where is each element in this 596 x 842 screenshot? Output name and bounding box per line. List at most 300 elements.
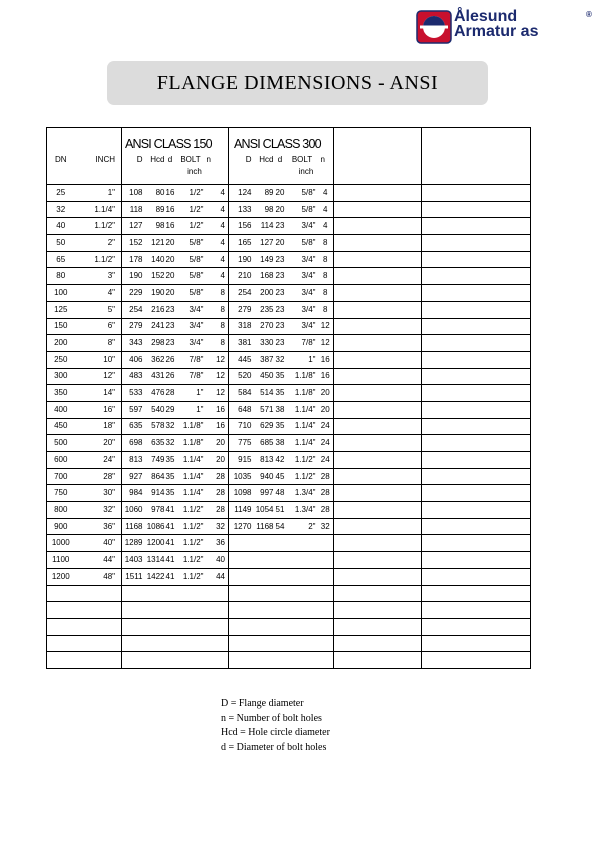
table-cell: 152 [122, 235, 145, 252]
table-cell: 5/8" [176, 268, 206, 285]
table-cell: 44" [75, 552, 122, 569]
table-cell-empty [334, 568, 422, 585]
class150-heading: ANSI CLASS 150 [122, 128, 229, 155]
table-cell: 1422 [145, 568, 165, 585]
table-cell [229, 585, 254, 602]
table-cell-empty [334, 585, 422, 602]
table-cell: 10" [75, 351, 122, 368]
table-row [47, 618, 531, 635]
table-cell: 30" [75, 485, 122, 502]
table-cell: 300 [47, 368, 75, 385]
legend [221, 697, 330, 755]
table-cell: 1.1/2" [176, 568, 206, 585]
table-cell: 16 [206, 401, 229, 418]
table-cell: 38 [274, 435, 287, 452]
table-cell: 16 [165, 201, 176, 218]
table-cell [229, 568, 254, 585]
table-cell: 25 [47, 185, 75, 202]
table-cell: 514 [254, 385, 274, 402]
table-cell: 216 [145, 301, 165, 318]
table-row [47, 485, 531, 502]
table-cell: 35 [274, 418, 287, 435]
table-cell: 28 [206, 502, 229, 519]
table-cell: 749 [145, 452, 165, 469]
table-cell [145, 635, 165, 652]
table-cell: 4 [318, 201, 334, 218]
table-cell: 1314 [145, 552, 165, 569]
table-cell: 16 [165, 185, 176, 202]
table-cell: 1.1/4" [287, 401, 318, 418]
bolt-label: BOLT [180, 155, 201, 164]
table-cell [165, 618, 176, 635]
table-cell: 1270 [229, 518, 254, 535]
table-cell [318, 652, 334, 669]
table-cell: 40 [47, 218, 75, 235]
table-cell: 8 [318, 268, 334, 285]
table-cell-empty [422, 285, 531, 302]
table-cell: 629 [254, 418, 274, 435]
table-cell: 279 [229, 301, 254, 318]
table-cell: 121 [145, 235, 165, 252]
table-cell: 23 [274, 218, 287, 235]
table-cell: 1000 [47, 535, 75, 552]
table-cell: 18" [75, 418, 122, 435]
table-cell-empty [422, 218, 531, 235]
table-cell: 2" [287, 518, 318, 535]
table-cell: 1.1/2" [75, 251, 122, 268]
table-cell: 28 [165, 385, 176, 402]
table-cell: 750 [47, 485, 75, 502]
table-cell [254, 635, 274, 652]
table-cell [229, 535, 254, 552]
table-cell-empty [422, 235, 531, 252]
table-cell [165, 652, 176, 669]
table-cell: 5/8" [176, 285, 206, 302]
table-cell-empty [334, 452, 422, 469]
table-cell: 1" [75, 185, 122, 202]
table-cell-empty [334, 652, 422, 669]
table-cell: 8" [75, 335, 122, 352]
table-cell: 3/4" [176, 335, 206, 352]
table-cell: 362 [145, 351, 165, 368]
table-cell-empty [422, 435, 531, 452]
table-cell: 168 [254, 268, 274, 285]
table-cell-empty [422, 268, 531, 285]
table-cell: 140 [145, 251, 165, 268]
table-cell: 431 [145, 368, 165, 385]
table-cell-empty [422, 452, 531, 469]
table-cell: 1.1/8" [176, 418, 206, 435]
table-cell: 1.1/4" [75, 201, 122, 218]
table-cell: 1.1/8" [287, 368, 318, 385]
table-cell: 12 [206, 385, 229, 402]
table-cell [165, 602, 176, 619]
table-cell: 813 [254, 452, 274, 469]
table-cell: 35 [274, 385, 287, 402]
table-cell-empty [422, 602, 531, 619]
table-cell: 16 [318, 351, 334, 368]
table-cell [176, 618, 206, 635]
col-header-bolt-d: d [167, 155, 173, 164]
table-cell [176, 635, 206, 652]
table-cell: 254 [122, 301, 145, 318]
table-cell: 14" [75, 385, 122, 402]
table-cell: 23 [165, 301, 176, 318]
table-row [47, 251, 531, 268]
table-cell-empty [334, 401, 422, 418]
table-cell: 152 [145, 268, 165, 285]
table-cell-empty [334, 201, 422, 218]
table-cell: 3/4" [287, 251, 318, 268]
table-cell: 24 [318, 452, 334, 469]
table-cell: 190 [229, 251, 254, 268]
table-cell-empty [334, 535, 422, 552]
bolt-unit: inch [187, 167, 202, 176]
table-cell-empty [334, 552, 422, 569]
table-cell: 36 [206, 535, 229, 552]
table-cell [75, 652, 122, 669]
table-cell: 927 [122, 468, 145, 485]
table-cell [287, 652, 318, 669]
table-cell: 1" [287, 351, 318, 368]
table-cell: 28" [75, 468, 122, 485]
table-cell: 28 [206, 485, 229, 502]
table-cell: 698 [122, 435, 145, 452]
table-cell [287, 535, 318, 552]
table-cell: 3/4" [287, 218, 318, 235]
table-cell: 318 [229, 318, 254, 335]
registered-mark: ® [586, 10, 592, 19]
class300-heading: ANSI CLASS 300 [234, 137, 321, 151]
table-cell: 635 [122, 418, 145, 435]
table-cell: 330 [254, 335, 274, 352]
table-cell: 32 [274, 351, 287, 368]
table-cell: 8 [206, 318, 229, 335]
table-row [47, 518, 531, 535]
table-cell: 26 [165, 351, 176, 368]
table-cell [254, 602, 274, 619]
table-cell: 1054 [254, 502, 274, 519]
table-cell: 8 [318, 285, 334, 302]
table-cell: 5/8" [176, 235, 206, 252]
table-cell-empty [334, 235, 422, 252]
table-cell: 45 [274, 468, 287, 485]
table-cell: 4 [318, 185, 334, 202]
table-cell [274, 568, 287, 585]
table-cell: 1511 [122, 568, 145, 585]
table-cell: 3" [75, 268, 122, 285]
table-cell: 35 [165, 468, 176, 485]
table-cell [145, 602, 165, 619]
table-cell [206, 618, 229, 635]
table-cell: 571 [254, 401, 274, 418]
table-cell: 1086 [145, 518, 165, 535]
table-cell [75, 635, 122, 652]
table-cell: 343 [122, 335, 145, 352]
table-cell: 23 [165, 318, 176, 335]
table-cell: 8 [318, 251, 334, 268]
table-cell [287, 635, 318, 652]
legend-item: d = Diameter of bolt holes [221, 741, 327, 753]
table-cell-empty [334, 468, 422, 485]
table-cell: 4 [206, 218, 229, 235]
table-cell: 40 [206, 552, 229, 569]
table-cell [229, 552, 254, 569]
table-cell-empty [334, 618, 422, 635]
table-cell: 32 [165, 418, 176, 435]
table-cell: 1.1/2" [287, 468, 318, 485]
table-cell-empty [334, 351, 422, 368]
table-cell: 127 [122, 218, 145, 235]
table-cell-empty [422, 485, 531, 502]
table-cell-empty [422, 585, 531, 602]
table-cell: 190 [122, 268, 145, 285]
table-cell: 450 [47, 418, 75, 435]
table-cell: 381 [229, 335, 254, 352]
table-cell: 3/4" [287, 301, 318, 318]
table-cell: 1200 [47, 568, 75, 585]
table-cell: 20 [318, 385, 334, 402]
table-cell: 584 [229, 385, 254, 402]
table-cell: 7/8" [176, 351, 206, 368]
table-row [47, 585, 531, 602]
table-cell-empty [334, 318, 422, 335]
table-cell: 710 [229, 418, 254, 435]
table-cell: 1.3/4" [287, 485, 318, 502]
table-cell: 16" [75, 401, 122, 418]
table-cell: 476 [145, 385, 165, 402]
table-cell [206, 635, 229, 652]
table-cell [274, 618, 287, 635]
table-cell-empty [422, 318, 531, 335]
table-cell: 80 [47, 268, 75, 285]
col-header-n: n [206, 154, 229, 185]
table-cell: 41 [165, 502, 176, 519]
table-cell: 100 [47, 285, 75, 302]
table-cell: 254 [229, 285, 254, 302]
table-cell: 23 [274, 251, 287, 268]
table-row [47, 385, 531, 402]
table-cell: 178 [122, 251, 145, 268]
table-cell [318, 635, 334, 652]
table-cell: 54 [274, 518, 287, 535]
table-cell [274, 635, 287, 652]
table-cell-empty [422, 535, 531, 552]
table-cell: 200 [254, 285, 274, 302]
table-cell: 1.1/4" [176, 485, 206, 502]
table-cell: 26 [165, 368, 176, 385]
table-cell [75, 585, 122, 602]
table-cell-empty [334, 251, 422, 268]
table-cell: 28 [318, 502, 334, 519]
table-cell: 648 [229, 401, 254, 418]
table-row [47, 652, 531, 669]
legend-item: D = Flange diameter [221, 698, 304, 709]
table-cell: 1.1/2" [287, 452, 318, 469]
table-row [47, 185, 531, 202]
table-cell: 1.1/2" [176, 535, 206, 552]
table-cell: 4 [206, 235, 229, 252]
col-header-inch: INCH [75, 154, 122, 185]
table-cell: 89 [254, 185, 274, 202]
table-cell: 28 [318, 485, 334, 502]
table-cell: 149 [254, 251, 274, 268]
table-cell: 1.1/4" [176, 468, 206, 485]
page-title: FLANGE DIMENSIONS - ANSI [156, 72, 439, 94]
table-cell: 4" [75, 285, 122, 302]
table-cell: 7/8" [176, 368, 206, 385]
table-cell: 1.1/8" [287, 385, 318, 402]
table-row [47, 468, 531, 485]
table-cell: 8 [318, 235, 334, 252]
table-cell: 98 [254, 201, 274, 218]
table-cell: 108 [122, 185, 145, 202]
table-cell-empty [422, 618, 531, 635]
table-cell [176, 602, 206, 619]
table-cell: 40" [75, 535, 122, 552]
col-header-bolt [287, 154, 318, 185]
table-cell [165, 585, 176, 602]
table-cell [287, 552, 318, 569]
table-cell [145, 585, 165, 602]
table-cell: 578 [145, 418, 165, 435]
table-cell: 98 [145, 218, 165, 235]
table-row [47, 301, 531, 318]
table-cell: 20 [206, 435, 229, 452]
table-cell: 229 [122, 285, 145, 302]
table-cell: 279 [122, 318, 145, 335]
table-cell: 23 [274, 268, 287, 285]
table-cell-empty [422, 552, 531, 569]
table-cell-empty [334, 218, 422, 235]
table-cell: 4 [206, 268, 229, 285]
table-cell-empty [334, 635, 422, 652]
table-cell [47, 585, 75, 602]
table-cell: 997 [254, 485, 274, 502]
table-cell [47, 635, 75, 652]
table-cell: 28 [206, 468, 229, 485]
table-row [47, 452, 531, 469]
table-row [47, 635, 531, 652]
table-cell-empty [422, 185, 531, 202]
table-cell: 800 [47, 502, 75, 519]
table-row [47, 235, 531, 252]
table-cell: 50 [47, 235, 75, 252]
table-cell: 2" [75, 235, 122, 252]
table-cell [287, 618, 318, 635]
table-cell [254, 585, 274, 602]
table-cell: 3/4" [176, 301, 206, 318]
table-cell: 35 [165, 452, 176, 469]
table-cell [206, 652, 229, 669]
table-cell: 8 [318, 301, 334, 318]
col-header-d: D [136, 155, 143, 164]
table-row [47, 435, 531, 452]
table-cell: 150 [47, 318, 75, 335]
table-cell: 23 [274, 335, 287, 352]
table-cell-empty [422, 568, 531, 585]
table-cell [122, 618, 145, 635]
table-cell: 29 [165, 401, 176, 418]
table-row [47, 602, 531, 619]
table-cell: 4 [206, 185, 229, 202]
table-cell: 32" [75, 502, 122, 519]
brand-line1: Ålesund [454, 8, 518, 25]
table-cell [229, 635, 254, 652]
table-cell [229, 652, 254, 669]
table-cell: 190 [145, 285, 165, 302]
table-cell: 445 [229, 351, 254, 368]
table-cell: 23 [274, 285, 287, 302]
table-cell: 20 [318, 401, 334, 418]
table-cell: 520 [229, 368, 254, 385]
table-cell [145, 652, 165, 669]
table-cell [75, 618, 122, 635]
table-row [47, 502, 531, 519]
table-cell: 32 [47, 201, 75, 218]
table-cell-empty [334, 268, 422, 285]
header-blank [334, 128, 422, 155]
table-cell: 1403 [122, 552, 145, 569]
table-cell: 350 [47, 385, 75, 402]
table-cell: 20 [165, 235, 176, 252]
table-cell: 984 [122, 485, 145, 502]
table-cell: 298 [145, 335, 165, 352]
table-cell: 5" [75, 301, 122, 318]
table-cell [318, 618, 334, 635]
table-cell: 540 [145, 401, 165, 418]
table-cell: 1035 [229, 468, 254, 485]
table-cell-empty [334, 185, 422, 202]
table-cell: 8 [206, 285, 229, 302]
table-cell: 20 [165, 268, 176, 285]
table-cell [274, 602, 287, 619]
table-cell: 114 [254, 218, 274, 235]
table-cell: 5/8" [287, 235, 318, 252]
table-row [47, 201, 531, 218]
table-cell: 1289 [122, 535, 145, 552]
col-header-dn: DN [54, 155, 67, 164]
bolt-label: BOLT [291, 155, 313, 164]
table-cell [287, 602, 318, 619]
table-cell: 4 [206, 251, 229, 268]
table-cell [287, 585, 318, 602]
table-cell: 35 [165, 485, 176, 502]
table-cell [287, 568, 318, 585]
logo-emblem-icon [416, 10, 452, 44]
table-cell-empty [334, 385, 422, 402]
table-cell: 1100 [47, 552, 75, 569]
table-cell-empty [334, 435, 422, 452]
table-cell-empty [422, 351, 531, 368]
table-cell-empty [334, 368, 422, 385]
header-blank [422, 154, 531, 185]
table-cell: 1168 [122, 518, 145, 535]
table-cell-empty [422, 401, 531, 418]
table-cell: 12" [75, 368, 122, 385]
table-cell-empty [422, 385, 531, 402]
table-cell-empty [334, 418, 422, 435]
table-cell-empty [422, 468, 531, 485]
table-cell [145, 618, 165, 635]
table-cell: 24 [318, 418, 334, 435]
table-cell: 20 [274, 185, 287, 202]
table-cell: 133 [229, 201, 254, 218]
table-cell: 685 [254, 435, 274, 452]
table-cell: 1098 [229, 485, 254, 502]
table-cell: 1/2" [176, 201, 206, 218]
table-cell: 4 [206, 201, 229, 218]
